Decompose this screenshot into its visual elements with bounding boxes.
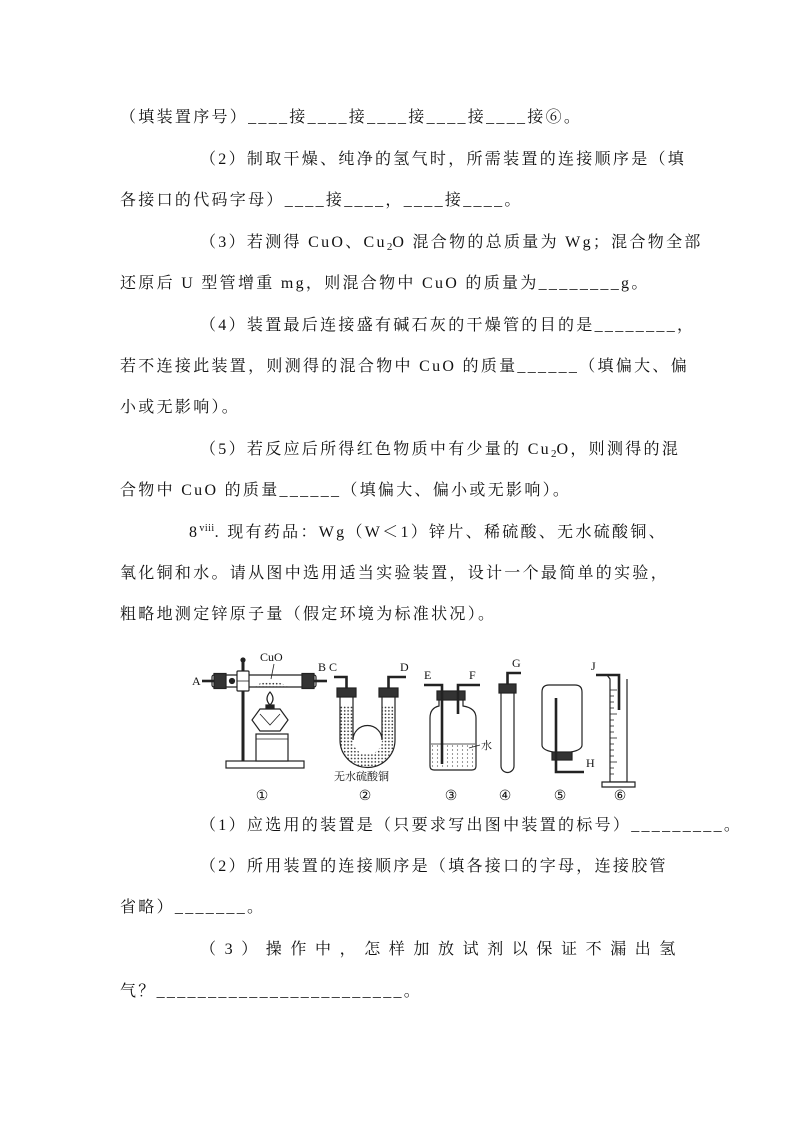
u-tube-left-stopper [337, 688, 356, 697]
label-cuo: CuO [260, 650, 283, 664]
u-tube-right-stopper [379, 688, 398, 697]
apparatus-number-6: ⑥ [613, 789, 627, 804]
apparatus-2-u-tube [334, 677, 406, 767]
apparatus-5-inverted-bottle [542, 685, 584, 772]
apparatus-figure [190, 648, 650, 808]
q8-intro-line1 [189, 523, 667, 543]
tube-g [508, 673, 522, 684]
q8-part3-line1: （3）操作中，怎样加放试剂以保证不漏出氢 [200, 941, 685, 958]
q7-part5-subscript: 2 [550, 448, 557, 460]
q7-line1: （填装置序号）____接____接____接____接____接⑥。 [120, 109, 583, 126]
label-a: A [192, 674, 201, 688]
q7-part5-line1-text-a: （5）若反应后所得红色物质中有少量的 Cu [200, 441, 551, 458]
bottle-water [431, 744, 475, 769]
label-h: H [586, 756, 595, 770]
q7-part4-line2: 若不连接此装置，则测得的混合物中 CuO 的质量______（填偏大、偏 [120, 358, 690, 375]
u-tube-inner-wall [353, 694, 382, 740]
label-g: G [512, 656, 521, 670]
q8-endnote-mark: viii [199, 523, 215, 534]
test-tube-body [501, 692, 514, 773]
label-d: D [400, 660, 409, 674]
q7-part3-line2: 还原后 U 型管增重 mg，则混合物中 CuO 的质量为________g。 [120, 275, 650, 292]
q8-part3-line2: 气？________________________。 [120, 983, 423, 1000]
label-water: 水 [481, 740, 492, 752]
spirit-lamp [252, 709, 288, 731]
q7-part4-line1: （4）装置最后连接盛有碱石灰的干燥管的目的是________， [200, 317, 696, 334]
label-anhydrous-cuso4: 无水硫酸铜 [334, 771, 389, 783]
q7-part2-line2: 各接口的代码字母）____接____，____接____。 [120, 192, 523, 209]
stand-base [226, 761, 304, 768]
q8-part1: （1）应选用的装置是（只要求写出图中装置的标号）_________。 [200, 817, 743, 834]
wooden-block [256, 734, 288, 761]
label-c: C [329, 660, 338, 674]
combustion-tube-left-stopper [214, 674, 226, 689]
inverted-bottle-body [542, 685, 582, 754]
apparatus-number-4: ④ [498, 789, 512, 804]
label-b: B [318, 660, 327, 674]
tube-d [389, 677, 407, 688]
apparatus-number-3: ③ [444, 789, 458, 804]
q8-intro-line2: 氧化铜和水。请从图中选用适当实验装置，设计一个最简单的实验， [120, 565, 670, 582]
tube-c [334, 677, 347, 688]
cylinder-base [602, 782, 635, 787]
test-tube-stopper [499, 684, 516, 693]
apparatus-6-graduated-cylinder [596, 675, 635, 787]
q7-part5-line1 [200, 440, 680, 460]
label-j: J [591, 659, 596, 673]
q7-part5-line1-text-b: O，则测得的混 [556, 441, 681, 458]
q7-part3-line1-text-a: （3）若测得 CuO、Cu [200, 234, 387, 251]
q8-intro-text: . 现有药品：Wg（W＜1）锌片、稀硫酸、无水硫酸铜、 [214, 524, 667, 541]
q7-part2-line1: （2）制取干燥、纯净的氢气时，所需装置的连接顺序是（填 [200, 151, 687, 168]
q8-part2-line1: （2）所用装置的连接顺序是（填各接口的字母，连接胶管 [200, 858, 668, 875]
apparatus-number-1: ① [255, 789, 269, 804]
q8-part2-line2: 省略）_______。 [120, 899, 266, 916]
tube-j [596, 675, 619, 710]
q7-part3-line1-text-b: O 混合物的总质量为 Wg；混合物全部 [392, 234, 703, 251]
combustion-tube-right-stopper [302, 674, 314, 689]
label-f: F [469, 668, 476, 682]
apparatus-number-5: ⑤ [553, 789, 567, 804]
label-e: E [424, 668, 432, 682]
q7-part3-line1 [200, 233, 703, 253]
rod-cap [241, 658, 245, 662]
apparatus-4-test-tube [499, 673, 521, 773]
cylinder-body [607, 675, 627, 782]
apparatus-1-combustion-setup [202, 658, 327, 768]
apparatus-number-2: ② [358, 789, 372, 804]
q7-part5-line2: 合物中 CuO 的质量______（填偏大、偏小或无影响）。 [120, 482, 572, 499]
q8-number: 8 [189, 524, 200, 541]
apparatus-3-water-bottle [424, 685, 480, 770]
clamp-bolt [230, 679, 235, 684]
q7-part4-line3: 小或无影响）。 [120, 399, 241, 416]
q8-intro-line3: 粗略地测定锌原子量（假定环境为标准状况）。 [120, 606, 497, 623]
u-tube-granules [340, 706, 395, 767]
q7-part3-subscript: 2 [386, 241, 393, 253]
lamp-flame [267, 692, 273, 705]
